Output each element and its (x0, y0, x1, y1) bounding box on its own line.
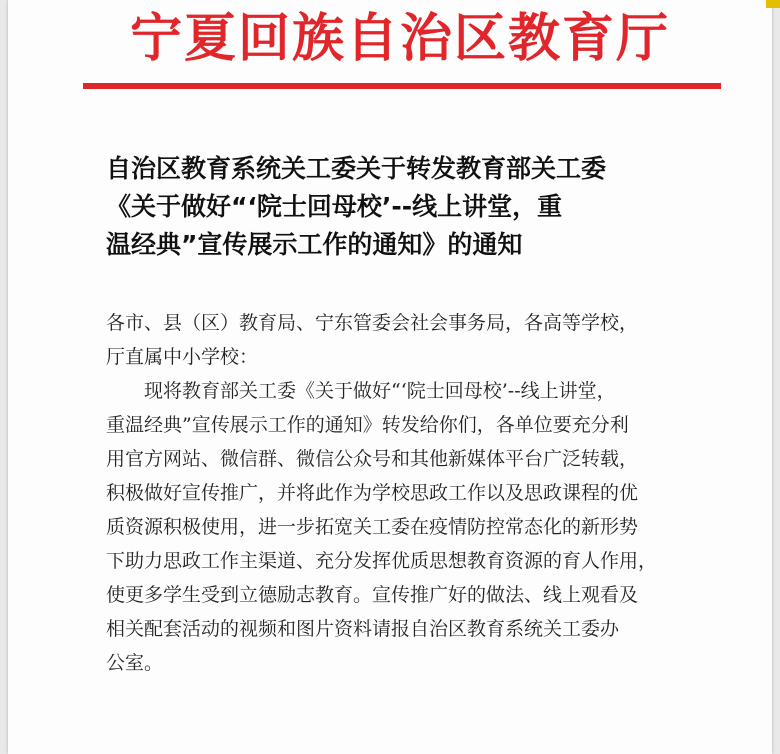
masthead-red-rule (83, 83, 721, 89)
document-page (8, 0, 772, 754)
paragraph-line: 公室。 (106, 652, 164, 674)
addressee-line: 各市、县（区）教育局、宁东管委会社会事务局，各高等学校， (106, 312, 639, 334)
corner-marker (766, 0, 780, 8)
addressee-line: 厅直属中小学校： (106, 346, 259, 368)
paragraph-line: 重温经典”宣传展示工作的通知》转发给你们，各单位要充分利 (106, 414, 629, 436)
paragraph-line: 使更多学生受到立德励志教育。宣传推广好的做法、线上观看及 (106, 584, 639, 606)
title-line: 《关于做好“‘院士回母校’--线上讲堂，重 (106, 192, 563, 221)
document-body (106, 306, 726, 680)
paragraph-line: 用官方网站、微信群、微信公众号和其他新媒体平台广泛转载， (106, 448, 639, 470)
document-title (106, 150, 726, 264)
title-line: 自治区教育系统关工委关于转发教育部关工委 (106, 154, 607, 183)
paragraph-line: 现将教育部关工委《关于做好“‘院士回母校’--线上讲堂， (144, 380, 616, 402)
paragraph-line: 下助力思政工作主渠道、充分发挥优质思想教育资源的育人作用， (106, 550, 658, 572)
paragraph-line: 相关配套活动的视频和图片资料请报自治区教育系统关工委办 (106, 618, 620, 640)
title-line: 温经典”宣传展示工作的通知》的通知 (106, 230, 523, 259)
paragraph-line: 积极做好宣传推广，并将此作为学校思政工作以及思政课程的优 (106, 482, 639, 504)
masthead-org-name: 宁夏回族自治区教育厅 (129, 8, 670, 69)
paragraph-line: 质资源积极使用，进一步拓宽关工委在疫情防控常态化的新形势 (106, 516, 639, 538)
